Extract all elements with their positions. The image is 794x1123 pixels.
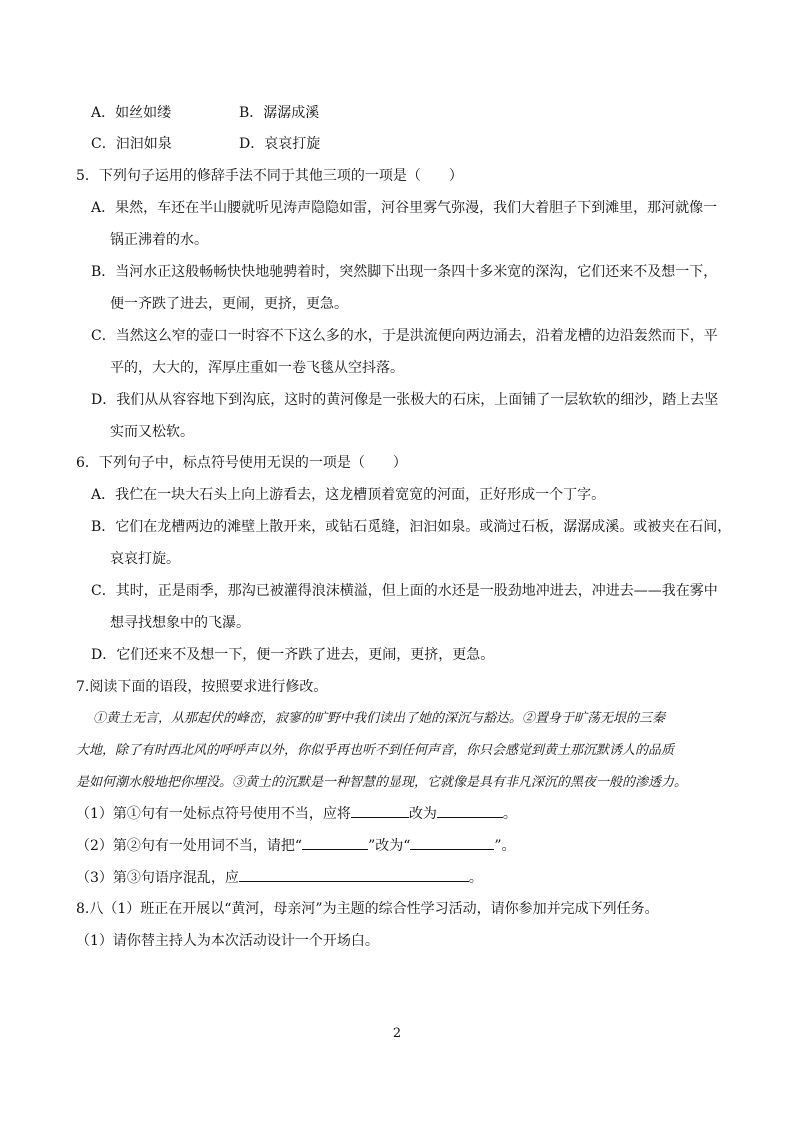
q7-s1-mid: 改为 xyxy=(408,806,437,822)
question-5-stem: 5．下列句子运用的修辞手法不同于其他三项的一项是（ ） xyxy=(76,168,463,184)
q7-passage-line-1: ①黄土无言，从那起伏的峰峦，寂寥的旷野中我们读出了她的深沉与豁达。②置身于旷荡无垠的三秦 xyxy=(93,711,666,726)
q7-s3-end: 。 xyxy=(468,870,483,886)
q5-option-d: D．我们从从容容地下到沟底，这时的黄河像是一张极大的石床，上面铺了一层软软的细沙，踏上去坚 xyxy=(91,392,719,408)
q7-s2-end: ”。 xyxy=(494,838,516,854)
answer-blank[interactable] xyxy=(239,867,469,882)
q7-s3-prefix: （3）第③句语序混乱，应 xyxy=(76,870,239,886)
q4-option-a: A．如丝如缕 xyxy=(91,105,172,121)
q7-s1-prefix: （1）第①句有一处标点符号使用不当，应将 xyxy=(76,806,351,822)
q7-passage-line-3: 是如何潮水般地把你埋没。③黄土的沉默是一种智慧的显现，它就像是具有非凡深沉的黑夜一般的渗透力。 xyxy=(76,775,688,790)
q4-option-b: B．潺潺成溪 xyxy=(239,105,320,121)
q5-option-c-cont: 平的，大大的，浑厚庄重如一卷飞毯从空抖落。 xyxy=(110,360,404,376)
q7-subquestion-3 xyxy=(76,867,483,888)
answer-blank[interactable] xyxy=(437,803,503,818)
page-number: 2 xyxy=(392,1026,402,1041)
answer-blank[interactable] xyxy=(302,835,368,850)
q7-passage xyxy=(76,703,724,799)
q5-option-a: A．果然，车还在半山腰就听见涛声隐隐如雷，河谷里雾气弥漫，我们大着胆子下到滩里，那河就像一 xyxy=(91,200,718,216)
q6-option-d: D．它们还来不及想一下，便一齐跌了进去，更闹，更挤，更急。 xyxy=(91,647,495,663)
q7-s2-mid: ”改为“ xyxy=(368,838,411,854)
question-6-stem: 6．下列句子中，标点符号使用无误的一项是（ ） xyxy=(76,455,407,471)
q4-option-d: D．哀哀打旋 xyxy=(239,136,321,152)
q5-option-a-cont: 锅正沸着的水。 xyxy=(110,232,208,248)
q5-option-b-cont: 便一齐跌了进去，更闹，更挤，更急。 xyxy=(110,296,348,312)
question-7-stem: 7.阅读下面的语段，按照要求进行修改。 xyxy=(76,679,328,695)
q6-option-b: B．它们在龙槽两边的滩壁上散开来，或钻石觅缝，汩汩如泉。或淌过石板，潺潺成溪。或被夹在石间， xyxy=(91,519,732,535)
q7-subquestion-2 xyxy=(76,835,516,856)
q4-option-c: C．汩汩如泉 xyxy=(91,136,172,152)
q6-option-c: C．其时，正是雨季，那沟已被灌得浪沫横溢，但上面的水还是一股劲地冲进去，冲进去——我在雾中 xyxy=(91,583,718,599)
q5-option-c: C．当然这么窄的壶口一时容不下这么多的水，于是洪流便向两边涌去，沿着龙槽的边沿轰然而下，平 xyxy=(91,328,718,344)
answer-blank[interactable] xyxy=(351,803,409,818)
q5-option-b: B．当河水正这般畅畅快快地驰骋着时，突然脚下出现一条四十多米宽的深沟，它们还来不及想一下， xyxy=(91,264,718,280)
q7-passage-line-2: 大地，除了有时西北风的呼呼声以外，你似乎再也听不到任何声音，你只会感觉到黄土那沉默诱人的品质 xyxy=(76,743,675,758)
q6-option-c-cont: 想寻找想象中的飞瀑。 xyxy=(110,615,250,631)
q7-s2-prefix: （2）第②句有一处用词不当，请把“ xyxy=(76,838,303,854)
q8-subquestion-1: （1）请你替主持人为本次活动设计一个开场白。 xyxy=(76,933,379,949)
answer-blank[interactable] xyxy=(410,835,494,850)
q7-subquestion-1 xyxy=(76,803,517,824)
q6-option-a: A．我伫在一块大石头上向上游看去，这龙槽顶着宽宽的河面，正好形成一个丁字。 xyxy=(91,487,606,503)
question-8-stem: 8.八（1）班正在开展以“黄河，母亲河”为主题的综合性学习活动，请你参加并完成下列任务。 xyxy=(76,901,659,917)
q7-s1-end: 。 xyxy=(502,806,517,822)
q6-option-b-cont: 哀哀打旋。 xyxy=(110,551,180,567)
q5-option-d-cont: 实而又松软。 xyxy=(110,424,194,440)
